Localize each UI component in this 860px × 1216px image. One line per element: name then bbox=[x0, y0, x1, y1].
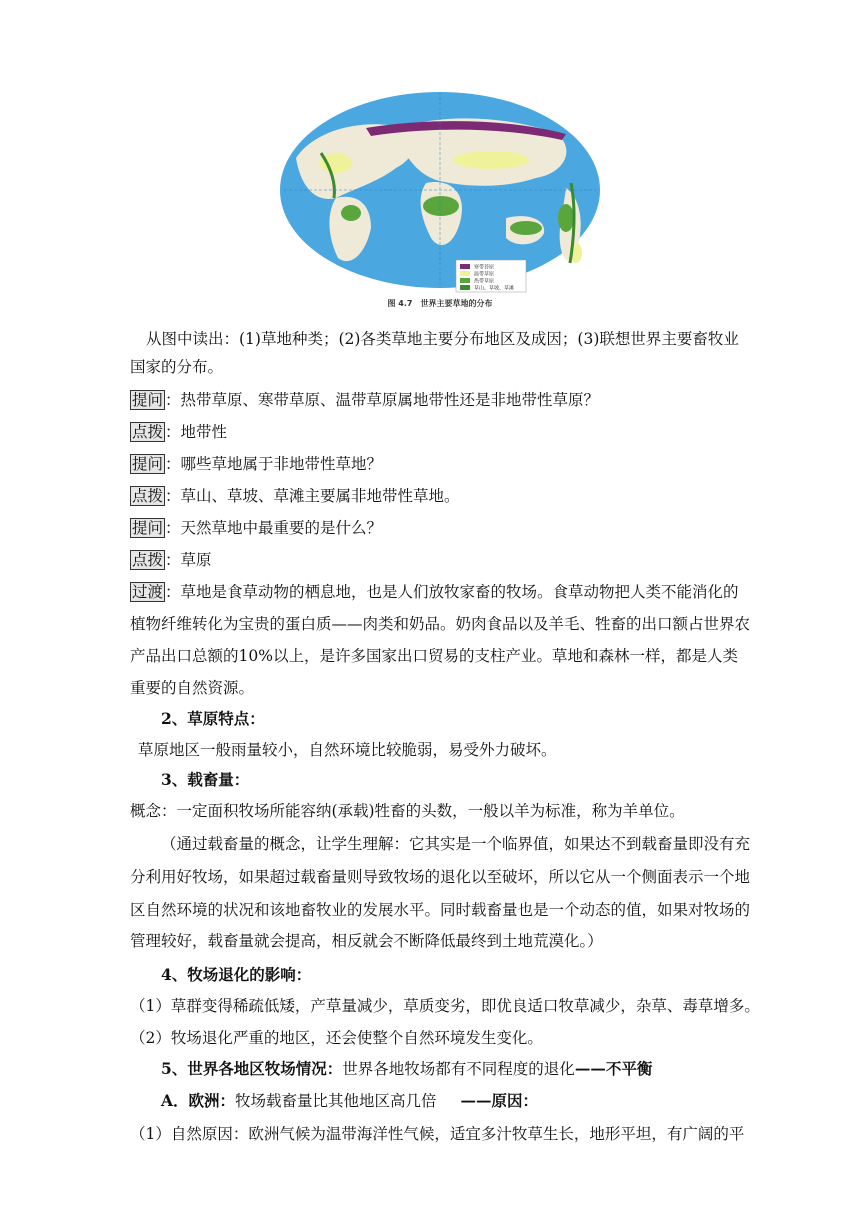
transition-tag: 过渡 bbox=[132, 583, 164, 601]
section-3-note-4: 管理较好，载畜量就会提高，相反就会不断降低最终到土地荒漠化。） bbox=[130, 932, 603, 950]
legend-swatch bbox=[460, 278, 470, 283]
section-4-item-1: （1）草群变得稀疏低矮，产草量减少，草质变劣，即优良适口牧草减少，杂草、毒草增多。 bbox=[130, 997, 760, 1015]
section-3-title: 3、载畜量： bbox=[161, 770, 250, 789]
qa-tag: 提问 bbox=[132, 391, 164, 409]
qa-tag: 点拨 bbox=[132, 423, 164, 441]
qa-tag: 提问 bbox=[132, 519, 164, 537]
section-3-note-3: 区自然环境的状况和该地畜牧业的发展水平。同时载畜量也是一个动态的值，如果对牧场的 bbox=[130, 901, 751, 919]
legend-swatch bbox=[460, 285, 470, 290]
legend-swatch bbox=[460, 264, 470, 269]
section-3-concept: 概念：一定面积牧场所能容纳(承载)牲畜的头数，一般以羊为标准，称为羊单位。 bbox=[130, 802, 685, 820]
legend-label: 草山、草坡、草滩 bbox=[474, 285, 515, 292]
legend-label: 寒带苔原 bbox=[474, 264, 495, 271]
section-2-title: 2、草原特点： bbox=[161, 709, 265, 728]
section-3-note-2: 分利用好牧场，如果超过载畜量则导致牧场的退化以至破坏，所以它从一个侧面表示一个地 bbox=[130, 868, 751, 886]
qa-tag: 点拨 bbox=[132, 551, 164, 569]
world-grassland-map bbox=[276, 88, 604, 308]
legend-swatch bbox=[460, 271, 470, 276]
qa-tag: 点拨 bbox=[132, 487, 164, 505]
section-5-cause-1: （1）自然原因：欧洲气候为温带海洋性气候，适宜多汁牧草生长，地形平坦，有广阔的平 bbox=[130, 1125, 745, 1143]
section-4-title: 4、牧场退化的影响： bbox=[161, 965, 312, 984]
map-caption: 图 4.7 世界主要草地的分布 bbox=[387, 299, 493, 308]
legend-label: 热带草原 bbox=[474, 278, 495, 285]
section-5-title: 5、世界各地区牧场情况： bbox=[161, 1059, 343, 1078]
qa-row: 提问 ：哪些草地属于非地带性草地？ bbox=[132, 455, 383, 473]
qa-row: 提问 ：热带草原、寒带草原、温带草原属地带性还是非地带性草原？ bbox=[132, 391, 600, 409]
section-5-row: 5、世界各地区牧场情况：世界各地牧场都有不同程度的退化——不平衡 bbox=[161, 1059, 653, 1078]
transition-line-3: 产品出口总额的10%以上，是许多国家出口贸易的支柱产业。草地和森林一样，都是人类 bbox=[130, 647, 738, 665]
section-3-note-1: （通过载畜量的概念，让学生理解：它其实是一个临界值，如果达不到载畜量即没有充 bbox=[161, 835, 751, 853]
transition-line-2: 植物纤维转化为宝贵的蛋白质——肉类和奶品。奶肉食品以及羊毛、牲畜的出口额占世界农 bbox=[130, 615, 751, 633]
qa-tag: 提问 bbox=[132, 455, 164, 473]
qa-row: 点拨 ：草原 bbox=[132, 551, 212, 569]
intro-line-1: 从图中读出：(1)草地种类；(2)各类草地主要分布地区及成因；(3)联想世界主要畜牧业 bbox=[146, 330, 739, 348]
section-2-text: 草原地区一般雨量较小，自然环境比较脆弱，易受外力破坏。 bbox=[138, 741, 557, 759]
transition-line-1: 过渡 ：草地是食草动物的栖息地，也是人们放牧家畜的牧场。食草动物把人类不能消化的 bbox=[132, 583, 739, 601]
qa-row: 点拨 ：地带性 bbox=[132, 423, 228, 441]
legend-label: 温带草原 bbox=[474, 271, 495, 278]
section-5-a-row: A．欧洲：牧场载畜量比其他地区高几倍 ——原因： bbox=[161, 1091, 539, 1110]
qa-row: 点拨 ：草山、草坡、草滩主要属非地带性草地。 bbox=[132, 487, 460, 505]
section-4-item-2: （2）牧场退化严重的地区，还会使整个自然环境发生变化。 bbox=[130, 1029, 543, 1047]
transition-line-4: 重要的自然资源。 bbox=[130, 679, 255, 697]
map-image bbox=[276, 88, 604, 296]
qa-row: 提问 ：天然草地中最重要的是什么？ bbox=[132, 519, 383, 537]
intro-line-2: 国家的分布。 bbox=[130, 358, 224, 376]
